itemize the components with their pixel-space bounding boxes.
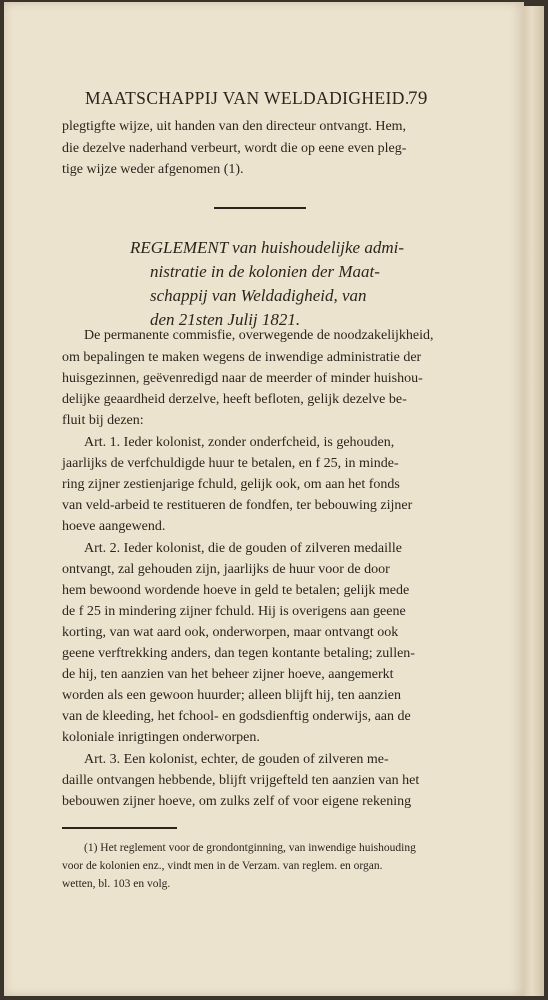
text-line: worden als een gewoon huurder; alleen blijft hij, ten aanzien xyxy=(62,688,401,703)
text-line: de hij, ten aanzien van het beheer zijner hoeve, aangemerkt xyxy=(62,667,394,682)
text-line: die dezelve naderhand verbeurt, wordt die op eene even pleg- xyxy=(62,141,407,156)
title-line: REGLEMENT van huishoudelijke admi- xyxy=(130,238,405,257)
page-number: 79 xyxy=(408,88,428,109)
text-line: bebouwen zijner hoeve, om zulks zelf of voor eigene rekening xyxy=(62,794,412,809)
text-line: koloniale inrigtingen onderworpen. xyxy=(62,730,260,745)
running-title: MAATSCHAPPIJ VAN WELDADIGHEID. xyxy=(85,88,410,108)
text-line: geene verftrekking anders, dan tegen kontante betaling; zullen- xyxy=(62,646,415,661)
text-line: daille ontvangen hebbende, blijft vrijgefteld ten aanzien van het xyxy=(62,773,420,788)
text-line: korting, van wat aard ook, onderworpen, maar ontvangt ook xyxy=(62,625,399,640)
footnote-rule xyxy=(62,827,177,829)
section-divider xyxy=(214,207,306,209)
running-header xyxy=(85,88,445,109)
title-line: schappij van Weldadigheid, van xyxy=(150,286,367,305)
text-line: De permanente commisfie, overwegende de noodzakelijkheid, xyxy=(84,328,434,343)
text-line: jaarlijks de verfchuldigde huur te betalen, en f 25, in minde- xyxy=(62,456,399,471)
text-line: de f 25 in mindering zijner fchuld. Hij is overigens aan geene xyxy=(62,604,406,619)
text-line: om bepalingen te maken wegens de inwendige administratie der xyxy=(62,350,422,365)
text-line: van veld-arbeid te restitueren de fondfen, ter bebouwing zijner xyxy=(62,498,413,513)
text-line: Art. 3. Een kolonist, echter, de gouden of zilveren me- xyxy=(84,752,389,767)
text-line: tige wijze weder afgenomen (1). xyxy=(62,162,244,177)
text-line: hem bewoond wordende hoeve in geld te betalen; gelijk mede xyxy=(62,583,410,598)
text-line: Art. 2. Ieder kolonist, die de gouden of zilveren medaille xyxy=(84,541,403,556)
text-line: hoeve aangewend. xyxy=(62,519,166,534)
text-line: fluit bij dezen: xyxy=(62,413,144,428)
footnote-line: wetten, bl. 103 en volg. xyxy=(62,878,171,890)
footnote-line: voor de kolonien enz., vindt men in de Verzam. van reglem. en organ. xyxy=(62,860,383,872)
text-line: plegtigfte wijze, uit handen van den directeur ontvangt. Hem, xyxy=(62,119,407,134)
title-line: den 21sten Julij 1821. xyxy=(150,310,301,329)
text-line: delijke geaardheid derzelve, heeft befloten, gelijk dezelve be- xyxy=(62,392,407,407)
text-line: ontvangt, zal gehouden zijn, jaarlijks de huur voor de door xyxy=(62,562,390,577)
text-line: van de kleeding, het fchool- en godsdienftig onderwijs, aan de xyxy=(62,709,411,724)
title-line: nistratie in de kolonien der Maat- xyxy=(150,262,380,281)
text-line: huisgezinnen, geëvenredigd naar de meerder of minder huishou- xyxy=(62,371,423,386)
page-edge xyxy=(524,6,544,996)
footnote-line: (1) Het reglement voor de grondontginning, van inwendige huishouding xyxy=(84,842,416,854)
text-line: Art. 1. Ieder kolonist, zonder onderfcheid, is gehouden, xyxy=(84,435,395,450)
text-line: ring zijner zestienjarige fchuld, gelijk ook, om aan het fonds xyxy=(62,477,400,492)
